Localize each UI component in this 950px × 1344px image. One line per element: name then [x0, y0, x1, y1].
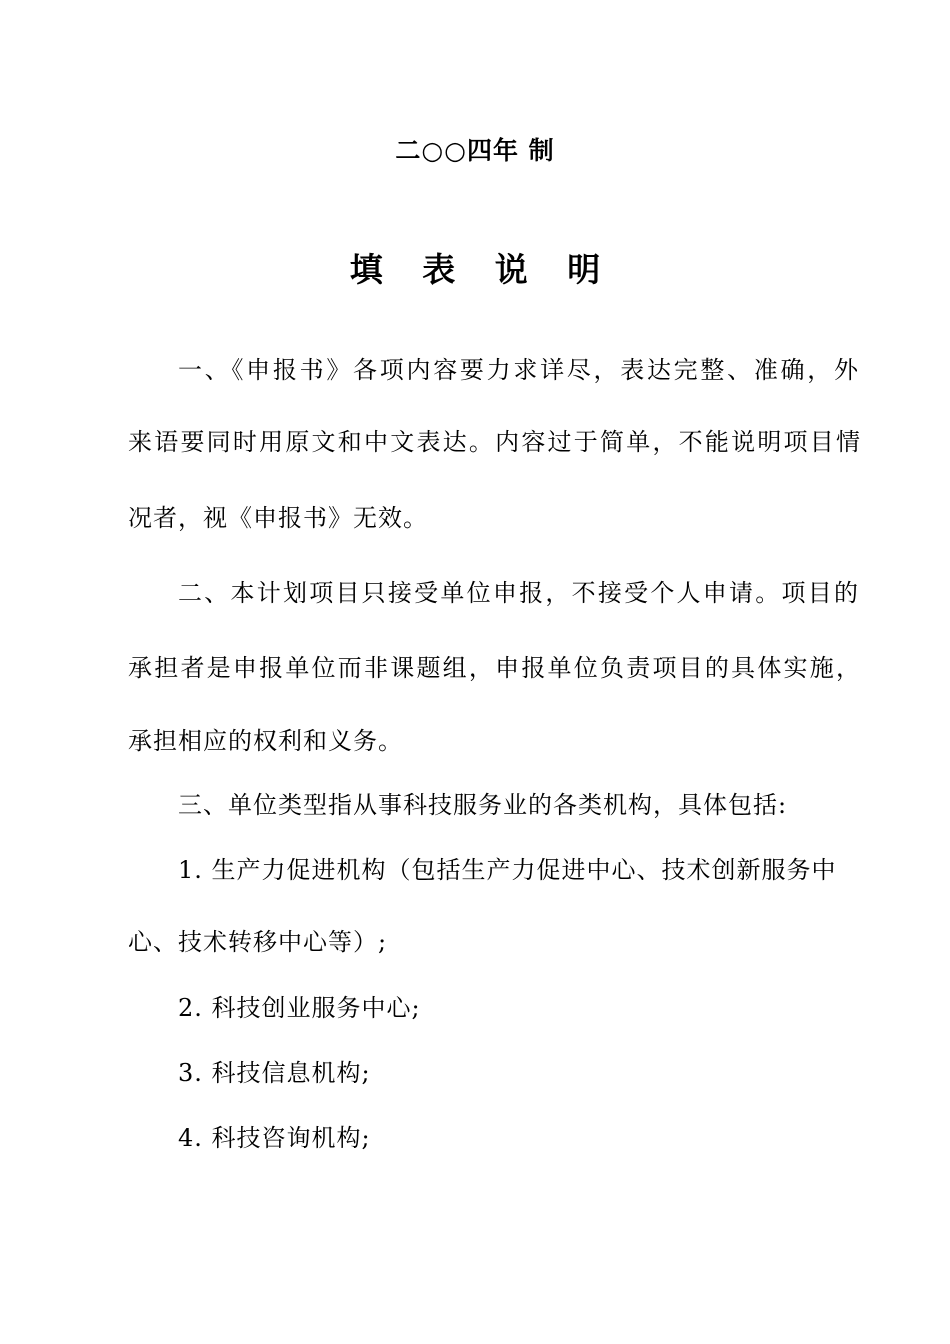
year-line: 二○○四年 制	[395, 136, 555, 165]
list-item-1-line-2: 心、技术转移中心等）;	[128, 928, 388, 956]
paragraph-1-line-1: 一、《申报书》各项内容要力求详尽，表达完整、准确，外	[178, 356, 859, 384]
list-item-2: 2. 科技创业服务中心;	[178, 994, 421, 1022]
paragraph-2-line-2: 承担者是申报单位而非课题组，申报单位负责项目的具体实施，	[128, 654, 861, 682]
paragraph-3-line-1: 三、单位类型指从事科技服务业的各类机构，具体包括:	[178, 791, 788, 819]
list-item-3: 3. 科技信息机构;	[178, 1059, 371, 1087]
paragraph-2-line-3: 承担相应的权利和义务。	[128, 727, 403, 755]
list-item-4: 4. 科技咨询机构;	[178, 1124, 371, 1152]
page-title: 填 表 说 明	[349, 250, 615, 289]
paragraph-1-line-2: 来语要同时用原文和中文表达。内容过于简单，不能说明项目情	[128, 428, 861, 456]
list-item-1-line-1: 1. 生产力促进机构（包括生产力促进中心、技术创新服务中	[178, 856, 837, 884]
paragraph-1-line-3: 况者，视《申报书》无效。	[128, 504, 428, 532]
paragraph-2-line-1: 二、本计划项目只接受单位申报，不接受个人申请。项目的	[178, 579, 859, 607]
